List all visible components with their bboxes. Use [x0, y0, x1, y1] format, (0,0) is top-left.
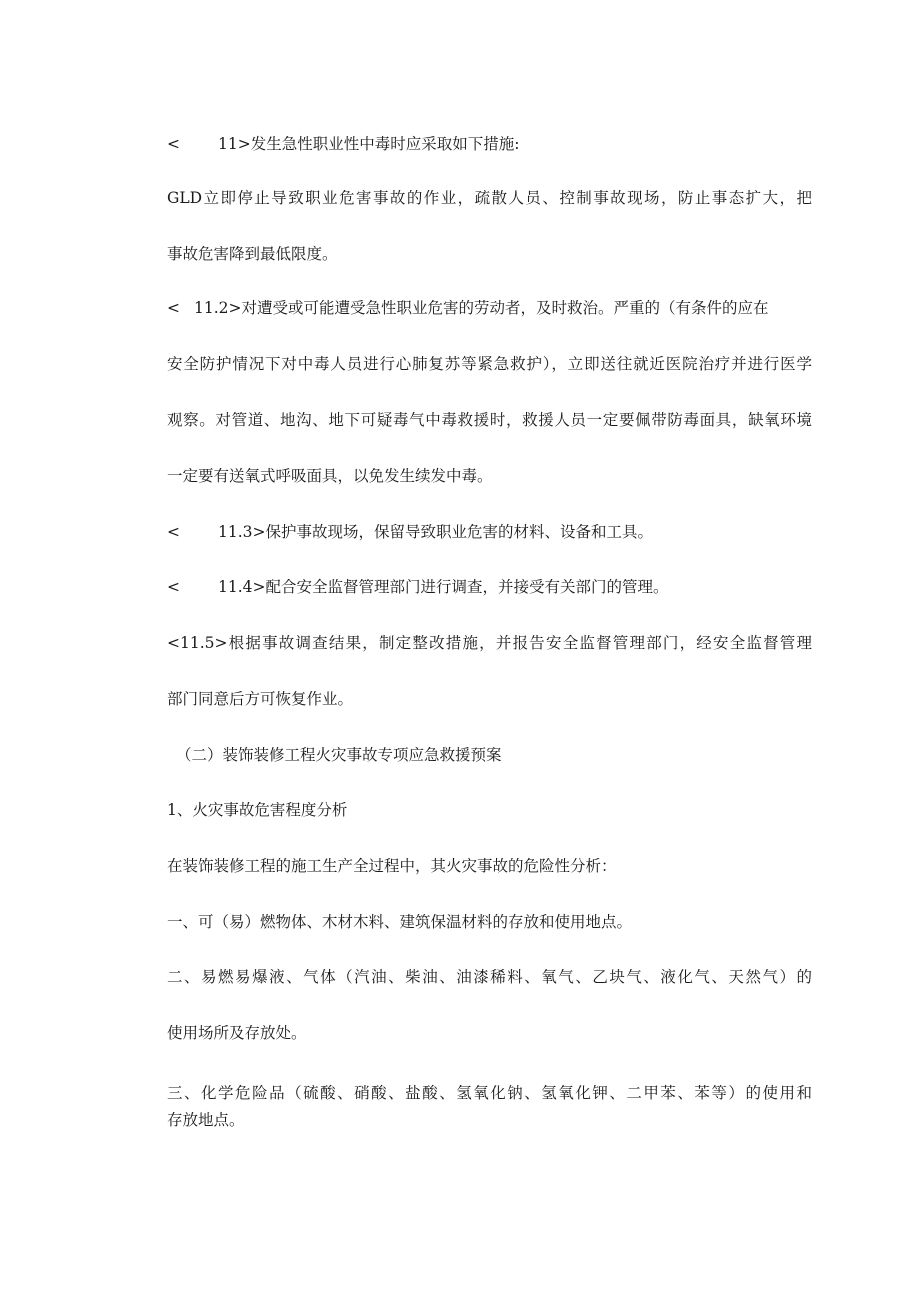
paragraph-11-3 — [167, 522, 653, 542]
hazard-item-3-line1: 三、化学危险品（硫酸、硝酸、盐酸、氢氧化钠、氢氧化钾、二甲苯、苯等）的使用和 — [167, 1084, 812, 1102]
paragraph-text: 11>发生急性职业性中毒时应采取如下措施: — [218, 135, 520, 153]
paragraph-11-2-line2: 安全防护情况下对中毒人员进行心肺复苏等紧急救护），立即送往就近医院治疗并进行医学 — [167, 355, 812, 373]
list-marker: < — [167, 578, 180, 596]
paragraph-11-4 — [167, 577, 669, 597]
paragraph-11-5-line2: 部门同意后方可恢复作业。 — [167, 690, 354, 708]
hazard-item-3-line2: 存放地点。 — [167, 1111, 245, 1129]
section-heading: （二）装饰装修工程火灾事故专项应急救援预案 — [176, 746, 502, 764]
list-marker: < — [167, 523, 180, 541]
paragraph-gld-line2: 事故危害降到最低限度。 — [167, 245, 338, 263]
intro-paragraph: 在装饰装修工程的施工生产全过程中，其火灾事故的危险性分析： — [167, 857, 617, 875]
paragraph-11-5-line1: <11.5>根据事故调查结果，制定整改措施，并报告安全监督管理部门，经安全监督管理 — [167, 634, 812, 652]
list-marker: < — [167, 135, 180, 153]
paragraph-text: 11.4>配合安全监督管理部门进行调查，并接受有关部门的管理。 — [218, 578, 669, 596]
paragraph-gld-line1: GLD立即停止导致职业危害事故的作业，疏散人员、控制事故现场，防止事态扩大，把 — [167, 189, 812, 207]
hazard-item-2-line1: 二、易燃易爆液、气体（汽油、柴油、油漆稀料、氧气、乙块气、液化气、天然气）的 — [167, 968, 812, 986]
list-marker: < — [167, 299, 180, 317]
paragraph-11-2-line3: 观察。对管道、地沟、地下可疑毒气中毒救援时，救援人员一定要佩带防毒面具，缺氧环境 — [167, 411, 812, 429]
paragraph-11-1 — [167, 134, 519, 154]
hazard-item-2-line2: 使用场所及存放处。 — [167, 1024, 307, 1042]
paragraph-11-2-line1 — [167, 298, 812, 318]
hazard-item-1: 一、可（易）燃物体、木材木料、建筑保温材料的存放和使用地点。 — [167, 913, 633, 931]
paragraph-text: 11.3>保护事故现场，保留导致职业危害的材料、设备和工具。 — [218, 523, 654, 541]
paragraph-11-2-line4: 一定要有送氧式呼吸面具，以免发生续发中毒。 — [167, 467, 493, 485]
paragraph-text: 11.2>对遭受或可能遭受急性职业危害的劳动者，及时救治。严重的（有条件的应在 — [194, 299, 769, 317]
subsection-heading: 1、火灾事故危害程度分析 — [167, 801, 348, 819]
